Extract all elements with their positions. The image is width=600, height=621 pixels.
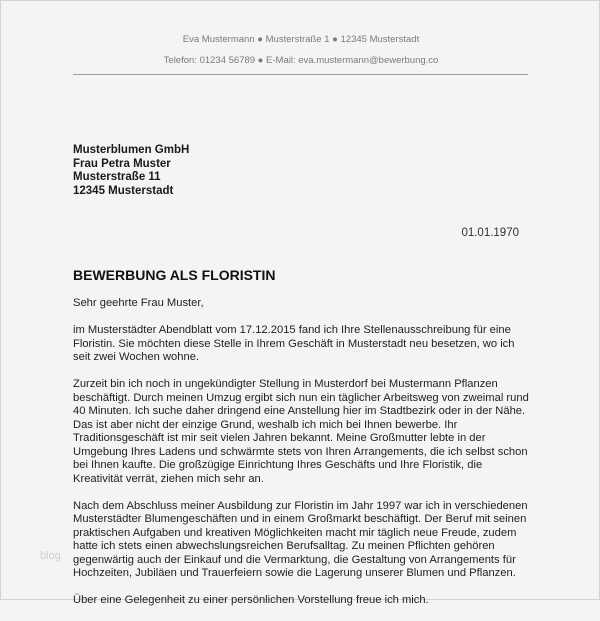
recipient-street: Musterstraße 11 — [73, 171, 161, 183]
recipient-company: Musterblumen GmbH — [73, 144, 190, 156]
sender-contact: Telefon: 01234 56789 ● E-Mail: eva.mustermann@bewerbung.co — [163, 55, 439, 66]
recipient-address — [73, 144, 189, 198]
paragraph: Nach dem Abschluss meiner Ausbildung zur Floristin im Jahr 1997 war ich in verschiedenen Musterstädter Blumengeschäften und in einem Großmarkt beschäftigt. Der Beruf mit seinen praktischen Aufgaben und kreativen Möglichkeiten macht mir täglich neue Freude, zudem hatte ich stets einen abwechslungsreichen Berufsalltag. Zu meinen Pflichten gehören gegenwärtig auch der Einkauf und die Vermarktung, die Gestaltung von Arrangements für Hochzeiten, Jubiläen und Trauerfeiern sowie die Lagerung unserer Blumen und Pflanzen. — [73, 499, 528, 579]
sender-header — [1, 34, 600, 67]
sender-address: Eva Mustermann ● Musterstraße 1 ● 12345 Musterstadt — [182, 34, 420, 45]
salutation: Sehr geehrte Frau Muster, — [73, 297, 204, 309]
watermark: blog — [40, 550, 61, 562]
header-divider — [73, 74, 528, 75]
closing-paragraph: Über eine Gelegenheit zu einer persönlichen Vorstellung freue ich mich. — [73, 594, 429, 606]
recipient-city: 12345 Musterstadt — [73, 184, 174, 197]
paragraph: im Musterstädter Abendblatt vom 17.12.2015 fand ich Ihre Stellenausschreibung für eine Floristin. Sie möchten diese Stelle in Ihrem Geschäft in Musterstadt neu besetzen, wo ich seit zwei Wochen wohne. — [73, 324, 515, 363]
letter-subject: BEWERBUNG ALS FLORISTIN — [73, 267, 276, 283]
letter-body — [73, 297, 533, 621]
recipient-name: Frau Petra Muster — [73, 157, 171, 170]
letter-date: 01.01.1970 — [461, 227, 519, 239]
paragraph: Zurzeit bin ich noch in ungekündigter Stellung in Musterdorf bei Mustermann Pflanzen beschäftigt. Durch meinen Umzug ergibt sich nun ein täglicher Arbeitsweg von zweimal rund 40 Minuten. Ich suche daher dringend eine Anstellung hier im Stadtbezirk oder in der Nähe. Das ist aber nicht der einzige Grund, weshalb ich mich bei Ihnen bewerbe. Ihr Traditionsgeschäft ist mir seit vielen Jahren bekannt. Meine Großmutter lebte in der Umgebung Ihres Ladens und schwärmte stets von Ihren Arrangements, die ich selbst schon bei Ihnen kaufte. Die großzügige Einrichtung Ihres Geschäfts und Ihre Floristik, die Kreativität verrät, ziehen mich sehr an. — [73, 378, 529, 485]
